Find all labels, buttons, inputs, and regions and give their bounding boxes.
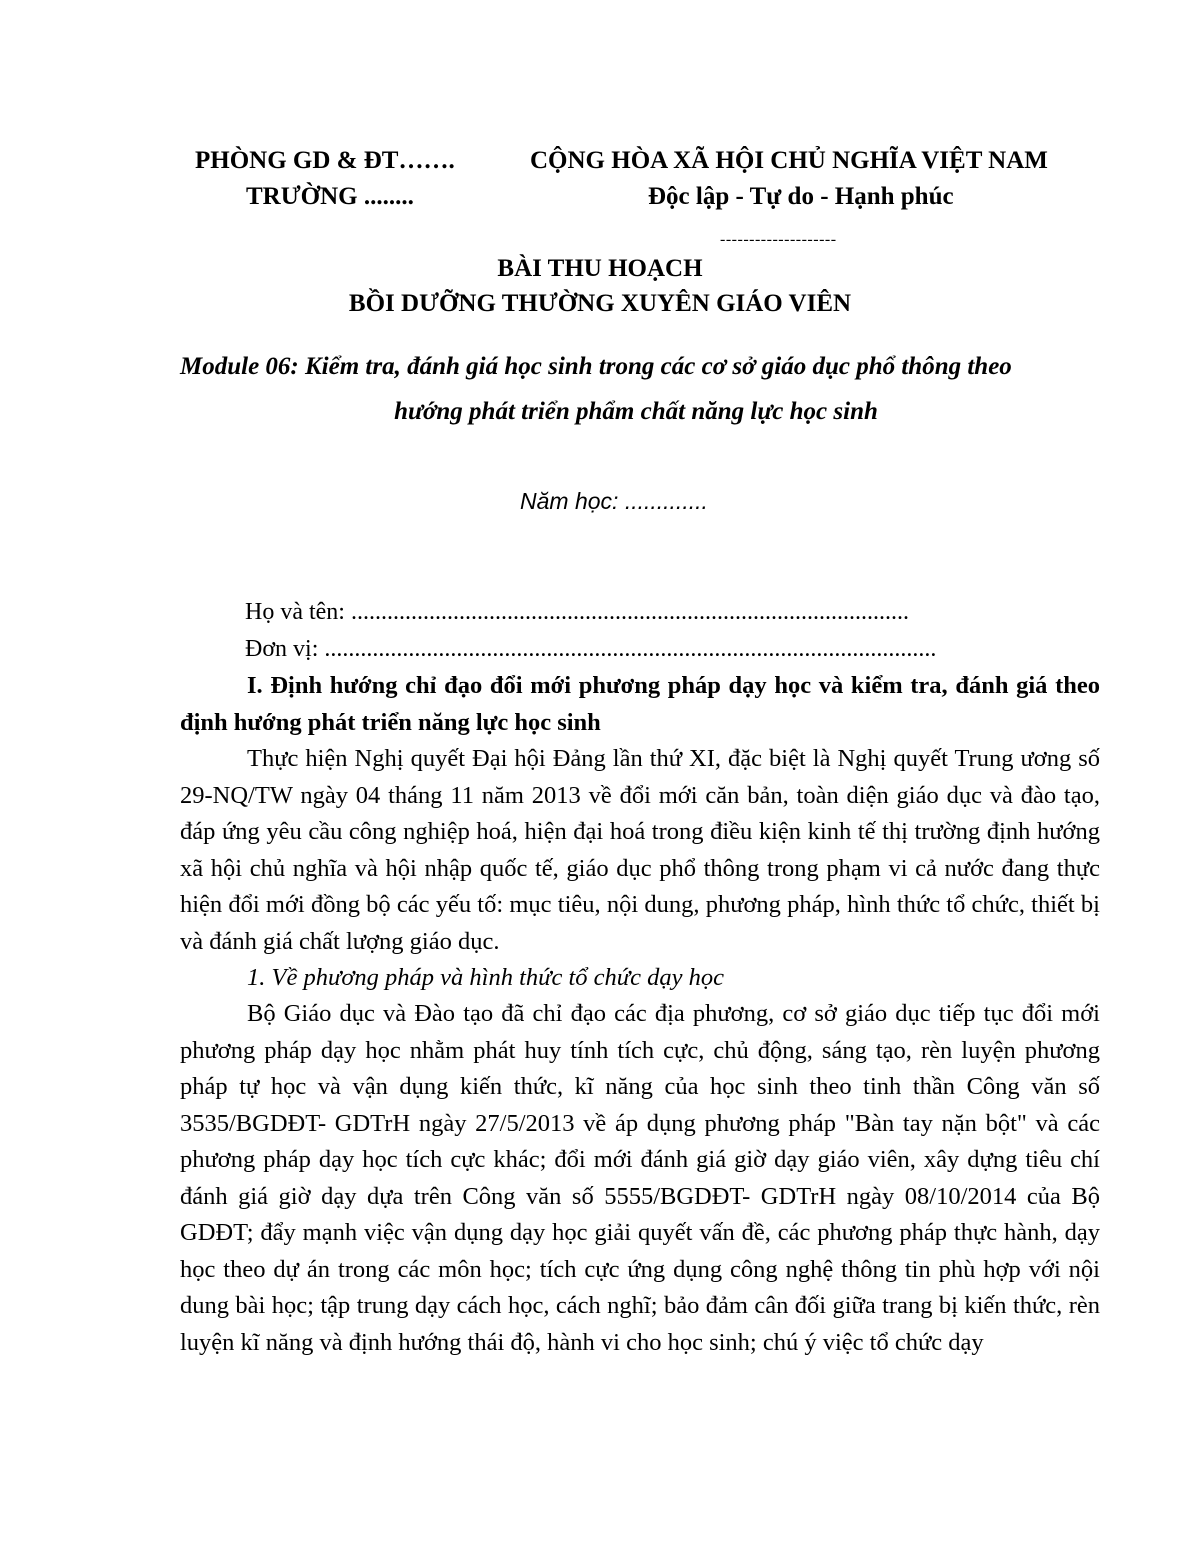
section-heading: I. Định hướng chỉ đạo đổi mới phương pháp dạy học và kiểm tra, đánh giá theo định hướng phát triển năng lực học sinh <box>180 672 1100 736</box>
motto-separator: -------------------- <box>720 231 837 248</box>
section-paragraph: Thực hiện Nghị quyết Đại hội Đảng lần thứ XI, đặc biệt là Nghị quyết Trung ương số 29-NQ/TW ngày 04 tháng 11 năm 2013 về đổi mới căn bản, toàn diện giáo dục và đào tạo, đáp ứng yêu cầu công nghiệp hoá, hiện đại hoá trong điều kiện kinh tế thị trường định hướng xã hội chủ nghĩa và hội nhập quốc tế, giáo dục phổ thông trong phạm vi cả nước đang thực hiện đổi mới đồng bộ các yếu tố: mục tiêu, nội dung, phương pháp, hình thức tổ chức, thiết bị và đánh giá chất lượng giáo dục. <box>180 745 1100 955</box>
school-name: TRƯỜNG ........ <box>246 183 414 210</box>
document-title: BÀI THU HOẠCH <box>497 255 703 282</box>
national-title: CỘNG HÒA XÃ HỘI CHỦ NGHĨA VIỆT NAM <box>530 147 1048 174</box>
national-motto: Độc lập - Tự do - Hạnh phúc <box>648 183 954 210</box>
module-title-line-1: Module 06: Kiểm tra, đánh giá học sinh trong các cơ sở giáo dục phổ thông theo <box>180 353 1012 380</box>
unit-field: Đơn vị: ...................................................................................................... <box>245 636 937 662</box>
subsection-heading: 1. Về phương pháp và hình thức tổ chức dạy học <box>247 964 725 991</box>
school-year: Năm học: ............. <box>520 488 708 514</box>
name-field: Họ và tên: ............................................................................................. <box>245 599 909 625</box>
document-subtitle: BỒI DƯỠNG THƯỜNG XUYÊN GIÁO VIÊN <box>348 290 852 317</box>
subsection-paragraph: Bộ Giáo dục và Đào tạo đã chỉ đạo các địa phương, cơ sở giáo dục tiếp tục đổi mới phương pháp dạy học nhằm phát huy tính tích cực, chủ động, sáng tạo, rèn luyện phương pháp tự học và vận dụng kiến thức, kĩ năng của học sinh theo tinh thần Công văn số 3535/BGDĐT- GDTrH ngày 27/5/2013 về áp dụng phương pháp "Bàn tay nặn bột" và các phương pháp dạy học tích cực khác; đổi mới đánh giá giờ dạy giáo viên, xây dựng tiêu chí đánh giá giờ dạy dựa trên Công văn số 5555/BGDĐT- GDTrH ngày 08/10/2014 của Bộ GDĐT; đẩy mạnh việc vận dụng dạy học giải quyết vấn đề, các phương pháp thực hành, dạy học theo dự án trong các môn học; tích cực ứng dụng công nghệ thông tin phù hợp với nội dung bài học; tập trung dạy cách học, cách nghĩ; bảo đảm cân đối giữa trang bị kiến thức, rèn luyện kĩ năng và định hướng thái độ, hành vi cho học sinh; chú ý việc tổ chức dạy <box>180 1000 1100 1356</box>
module-title-line-2: hướng phát triển phẩm chất năng lực học sinh <box>394 398 878 425</box>
department-name: PHÒNG GD & ĐT……. <box>195 147 455 174</box>
